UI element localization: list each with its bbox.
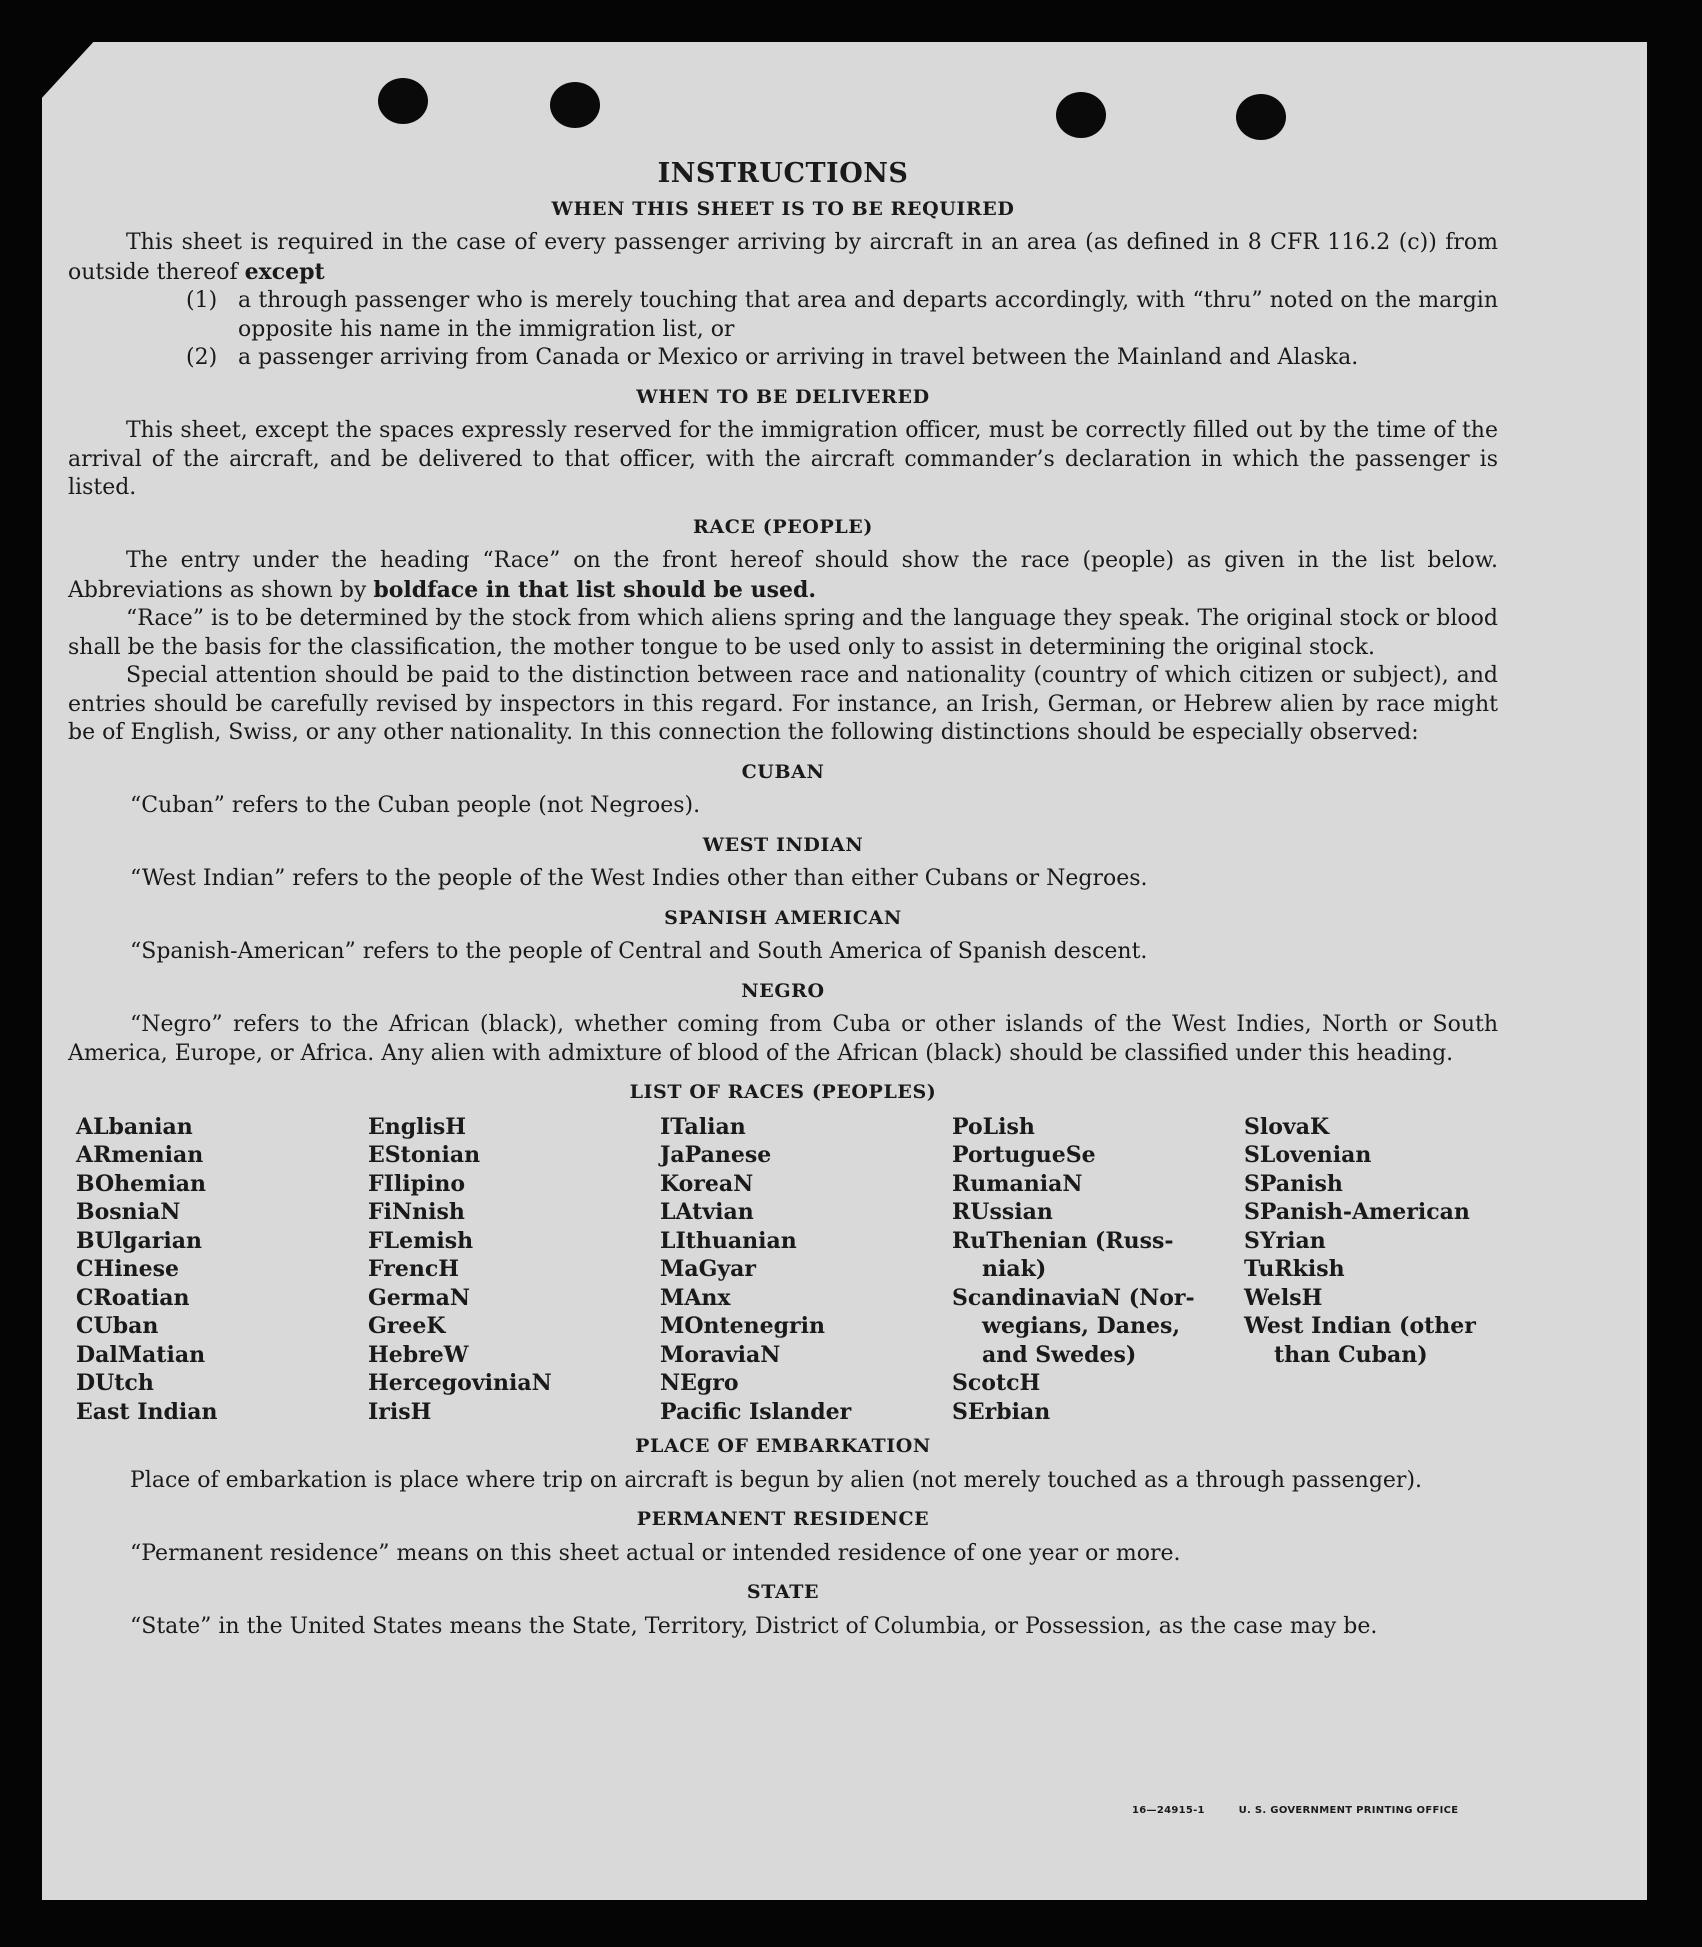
- race-list-item: KoreaN: [660, 1170, 754, 1197]
- heading-race: RACE (PEOPLE): [693, 515, 873, 538]
- race-list-item: RumaniaN: [952, 1170, 1083, 1197]
- race-list-item: ScandinaviaN (Nor-: [952, 1284, 1195, 1311]
- heading-permanent-residence: PERMANENT RESIDENCE: [636, 1508, 930, 1530]
- paragraph-west-indian: “West Indian” refers to the people of the West Indies other than either Cubans or Negroes.: [130, 866, 1148, 891]
- race-list-item: GermaN: [368, 1284, 471, 1311]
- race-list-item: MoraviaN: [660, 1341, 781, 1368]
- race-list-item: SlovaK: [1244, 1113, 1330, 1140]
- punch-hole: [378, 78, 428, 124]
- item-text: a passenger arriving from Canada or Mexico or arriving in travel between the Mainland and Alaska.: [238, 345, 1359, 370]
- punch-hole: [1056, 92, 1106, 138]
- race-list-item: RuThenian (Russ-: [952, 1227, 1174, 1254]
- race-list-item: SPanish-American: [1244, 1199, 1470, 1225]
- race-list-item: ARmenian: [76, 1142, 204, 1168]
- race-list-item: BosniaN: [76, 1199, 181, 1225]
- paragraph-race-3: Special attention should be paid to the distinction between race and nationality (country of which citizen or subject), and entries should be carefully revised by inspectors in this regard. For instance, an Irish, German, or Hebrew alien by race might be of English, Swiss, or any other nationality. In this connection the following distinctions should be especially observed:: [68, 663, 1498, 745]
- race-list-item: FrencH: [368, 1256, 459, 1282]
- race-list-item: EnglisH: [368, 1113, 467, 1140]
- item-text: a through passenger who is merely touching that area and departs accordingly, with “thru” noted on the margin opposite his name in the immigration list, or: [238, 288, 1498, 342]
- paragraph-required: [68, 229, 1498, 287]
- required-except: except: [244, 258, 325, 285]
- page-title: INSTRUCTIONS: [657, 158, 909, 189]
- paragraph-state: “State” in the United States means the State, Territory, District of Columbia, or Possession, as the case may be.: [130, 1613, 1378, 1639]
- list-item: [186, 287, 1498, 344]
- paragraph-race-2: “Race” is to be determined by the stock from which aliens spring and the language they speak. The original stock or blood shall be the basis for the classification, the mother tongue to be used only to assist in determining the original stock.: [68, 606, 1498, 660]
- race-list-item: West Indian (other: [1244, 1313, 1476, 1339]
- heading-embarkation: PLACE OF EMBARKATION: [635, 1435, 931, 1457]
- race-list-item: IrisH: [368, 1398, 432, 1425]
- punch-hole: [1236, 94, 1286, 140]
- race-list-item: PortugueSe: [952, 1142, 1096, 1168]
- race-list-item: SYrian: [1244, 1227, 1326, 1254]
- race-list-item: East Indian: [76, 1398, 218, 1425]
- race-list-item: Pacific Islander: [660, 1398, 852, 1425]
- race-list-item: HebreW: [368, 1341, 469, 1368]
- list-item: [186, 344, 1498, 373]
- race-list-item: SPanish: [1244, 1170, 1343, 1197]
- races-table: [76, 1113, 1498, 1427]
- race-list-item: [1244, 1369, 1506, 1398]
- race-list-item: TuRkish: [1244, 1256, 1345, 1282]
- form-number: 16—24915-1: [1132, 1805, 1205, 1816]
- race-list-item: ALbanian: [76, 1113, 193, 1140]
- race-list-item: RUssian: [952, 1199, 1053, 1225]
- race-list-item: and Swedes): [982, 1341, 1137, 1368]
- race-p1-bold: boldface in that list should be used.: [373, 576, 817, 603]
- heading-when-delivered: WHEN TO BE DELIVERED: [636, 385, 930, 408]
- heading-when-required: WHEN THIS SHEET IS TO BE REQUIRED: [551, 197, 1015, 220]
- race-list-item: DUtch: [76, 1370, 154, 1396]
- paragraph-delivered: This sheet, except the spaces expressly reserved for the immigration officer, must be correctly filled out by the time of the arrival of the aircraft, and be delivered to that officer, with the aircraft commander’s declaration in which the passenger is listed.: [68, 418, 1498, 500]
- race-list-item: LIthuanian: [660, 1227, 797, 1254]
- race-list-item: wegians, Danes,: [982, 1313, 1180, 1339]
- race-list-item: [1244, 1398, 1506, 1427]
- required-text: This sheet is required in the case of every passenger arriving by aircraft in an area (as defined in 8 CFR 116.2 (c)) from outside thereof: [68, 230, 1498, 285]
- footer-imprint: [1132, 1805, 1488, 1816]
- paragraph-negro: “Negro” refers to the African (black), whether coming from Cuba or other islands of the West Indies, North or South America, Europe, or Africa. Any alien with admixture of blood of the African (black) should be classified under this heading.: [68, 1012, 1498, 1066]
- race-list-item: GreeK: [368, 1313, 446, 1339]
- race-list-item: niak): [982, 1256, 1047, 1282]
- race-list-item: JaPanese: [660, 1142, 772, 1168]
- race-list-item: SLovenian: [1244, 1142, 1372, 1168]
- race-list-item: than Cuban): [1274, 1341, 1428, 1368]
- paragraph-race-1: [68, 547, 1498, 605]
- race-list-item: HercegoviniaN: [368, 1370, 552, 1396]
- heading-spanish-american: SPANISH AMERICAN: [664, 906, 902, 929]
- printer-name: U. S. GOVERNMENT PRINTING OFFICE: [1238, 1805, 1459, 1816]
- race-list-item: SErbian: [952, 1398, 1051, 1425]
- heading-west-indian: WEST INDIAN: [702, 833, 864, 856]
- paragraph-embarkation: Place of embarkation is place where trip on aircraft is begun by alien (not merely touched as a through passenger).: [130, 1467, 1423, 1493]
- item-number: (1): [186, 288, 218, 313]
- heading-cuban: CUBAN: [741, 760, 825, 783]
- heading-negro: NEGRO: [741, 979, 825, 1002]
- race-list-item: BOhemian: [76, 1170, 207, 1197]
- heading-list-of-races: LIST OF RACES (PEOPLES): [629, 1081, 937, 1103]
- race-list-item: CRoatian: [76, 1284, 190, 1311]
- heading-state: STATE: [746, 1581, 820, 1603]
- race-list-item: CUban: [76, 1313, 159, 1339]
- race-list-item: MOntenegrin: [660, 1313, 825, 1339]
- race-list-item: FIlipino: [368, 1170, 466, 1197]
- race-list-item: EStonian: [368, 1142, 481, 1168]
- paragraph-spanish-american: “Spanish-American” refers to the people of Central and South America of Spanish descent.: [130, 939, 1148, 964]
- race-list-item: FiNnish: [368, 1199, 465, 1225]
- race-list-item: BUlgarian: [76, 1227, 202, 1254]
- race-list-item: MAnx: [660, 1284, 731, 1311]
- punch-hole: [550, 82, 600, 128]
- race-list-item: CHinese: [76, 1256, 180, 1282]
- race-list-item: PoLish: [952, 1113, 1035, 1140]
- instructions-content: [68, 160, 1498, 1641]
- race-list-item: WelsH: [1244, 1284, 1323, 1311]
- race-list-item: ITalian: [660, 1113, 746, 1140]
- race-p1-text: The entry under the heading “Race” on the front hereof should show the race (people) as given in the list below. Abbreviations as shown by: [68, 548, 1498, 603]
- race-list-item: LAtvian: [660, 1199, 754, 1225]
- race-list-item: NEgro: [660, 1370, 739, 1396]
- race-list-item: DalMatian: [76, 1341, 206, 1368]
- item-number: (2): [186, 345, 218, 370]
- race-list-item: MaGyar: [660, 1256, 757, 1282]
- paragraph-cuban: “Cuban” refers to the Cuban people (not Negroes).: [130, 793, 701, 818]
- race-list-item: ScotcH: [952, 1370, 1041, 1396]
- race-list-item: FLemish: [368, 1227, 474, 1254]
- paragraph-permanent-residence: “Permanent residence” means on this sheet actual or intended residence of one year or more.: [130, 1540, 1181, 1566]
